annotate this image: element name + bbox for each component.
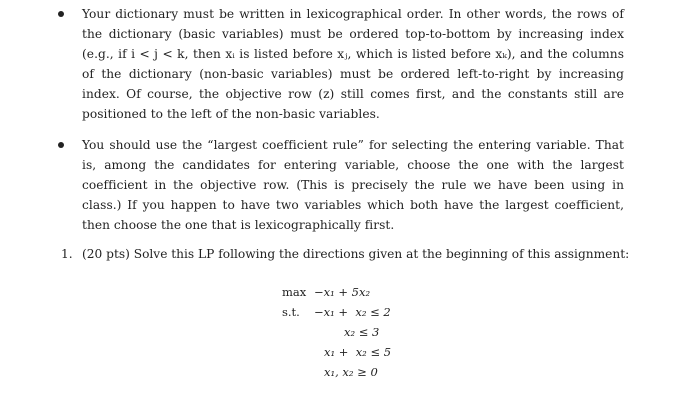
subject-to-label: s.t.: [282, 305, 300, 319]
problem-text: (20 pts) Solve this LP following the directions given at the beginning of this assignment:: [82, 247, 630, 261]
problem-statement: [61, 244, 631, 264]
max-label: max: [282, 285, 307, 299]
constraint-3: x₁ + x₂ ≤ 5: [324, 345, 392, 359]
problem-number: 1.: [61, 247, 73, 261]
constraint-1: −x₁ + x₂ ≤ 2: [314, 305, 391, 319]
bullet-text: Your dictionary must be written in lexicographical order. In other words, the rows of the dictionary (basic variables) must be ordered top-to-bottom by increasing index (e.g., if i < j < k, then xᵢ is listed before xⱼ, which is listed before xₖ), and the columns of the dictionary (non-basic variables) must be ordered left-to-right by increasing index. Of course, the objective row (z) still comes first, and the constants still are positioned to the left of the non-basic variables.: [82, 7, 624, 121]
nonnegativity-constraint: x₁, x₂ ≥ 0: [324, 365, 378, 379]
bullet-item-largest-coefficient-rule: [64, 135, 624, 235]
objective-function: −x₁ + 5x₂: [314, 285, 371, 299]
linear-program: [282, 285, 482, 395]
bullet-text: You should use the “largest coefficient rule” for selecting the entering variable. That is, among the candidates for entering variable, choose the one with the largest coefficient in the objective row. (This is precisely the rule we have been using in class.) If you happen to have two variables which both have the largest coefficient, then choose the one that is lexicographically first.: [82, 138, 624, 232]
bullet-icon: [58, 11, 64, 17]
bullet-icon: [58, 142, 64, 148]
constraint-2: x₂ ≤ 3: [344, 325, 380, 339]
bullet-item-lexicographic-order: [64, 4, 624, 124]
